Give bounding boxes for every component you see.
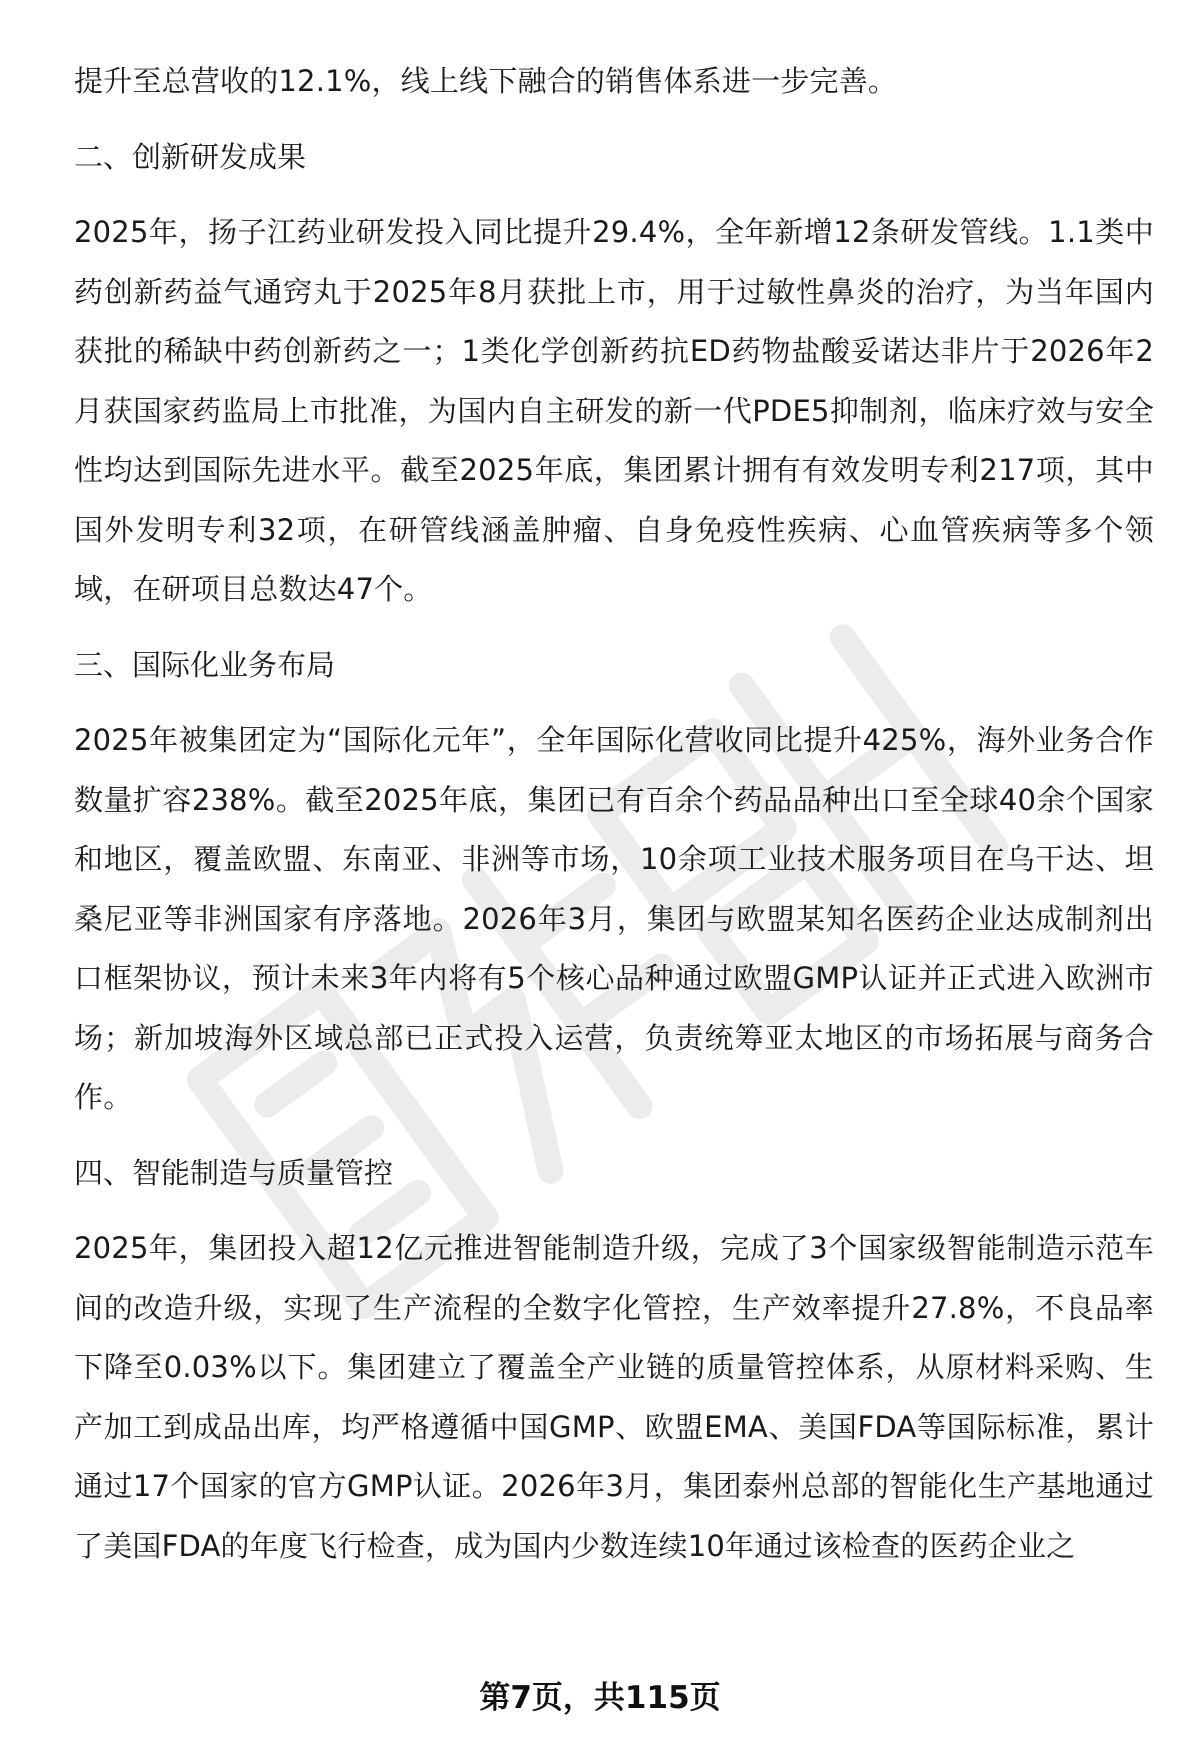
page-number-footer: 第7页，共115页 — [479, 1680, 721, 1716]
paragraph-continuation: 提升至总营收的12.1%，线上线下融合的销售体系进一步完善。 — [74, 64, 898, 98]
section-heading-manufacturing: 四、智能制造与质量管控 — [74, 1155, 394, 1190]
section-heading-international: 三、国际化业务布局 — [74, 647, 336, 682]
paragraph-international: 2025年被集团定为“国际化元年”，全年国际化营收同比提升425%，海外业务合作数量扩容238%。截至2025年底，集团已有百余个药品品种出口至全球40余个国家和地区，覆盖欧盟、东南亚、非洲等市场，10余项工业技术服务项目在乌干达、坦桑尼亚等非洲国家有序落地。2026年3月，集团与欧盟某知名医药企业达成制剂出口框架协议，预计未来3年内将有5个核心品种通过欧盟GMP认证并正式进入欧洲市场；新加坡海外区域总部已正式投入运营，负责统筹亚太地区的市场拓展与商务合作。 — [74, 723, 1154, 1114]
document-body — [74, 52, 1154, 1592]
paragraph-rnd: 2025年，扬子江药业研发投入同比提升29.4%，全年新增12条研发管线。1.1类中药创新药益气通窍丸于2025年8月获批上市，用于过敏性鼻炎的治疗，为当年国内获批的稀缺中药创新药之一；1类化学创新药抗ED药物盐酸妥诺达非片于2026年2月获国家药监局上市批准，为国内自主研发的新一代PDE5抑制剂，临床疗效与安全性均达到国际先进水平。截至2025年底，集团累计拥有有效发明专利217项，其中国外发明专利32项，在研管线涵盖肿瘤、自身免疫性疾病、心血管疾病等多个领域，在研项目总数达47个。 — [74, 215, 1154, 606]
paragraph-manufacturing: 2025年，集团投入超12亿元推进智能制造升级，完成了3个国家级智能制造示范车间的改造升级，实现了生产流程的全数字化管控，生产效率提升27.8%，不良品率下降至0.03%以下。集团建立了覆盖全产业链的质量管控体系，从原材料采购、生产加工到成品出库，均严格遵循中国GMP、欧盟EMA、美国FDA等国际标准，累计通过17个国家的官方GMP认证。2026年3月，集团泰州总部的智能化生产基地通过了美国FDA的年度飞行检查，成为国内少数连续10年通过该检查的医药企业之 — [74, 1231, 1154, 1563]
section-heading-rnd: 二、创新研发成果 — [74, 139, 307, 174]
